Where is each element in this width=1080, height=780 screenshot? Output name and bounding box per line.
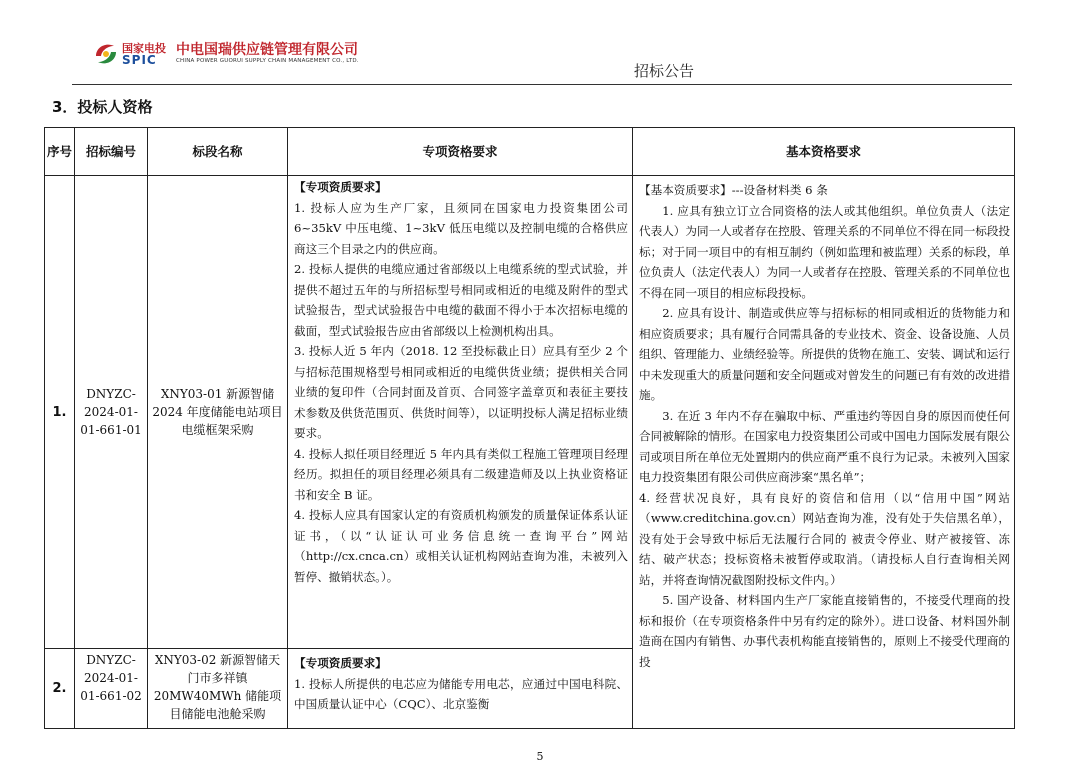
company-name-en: CHINA POWER GUORUI SUPPLY CHAIN MANAGEMENT CO., LTD.: [176, 58, 359, 64]
special-heading: 【专项资质要求】: [294, 180, 387, 194]
row-no: 2.: [45, 649, 75, 729]
spic-logo-icon: [92, 40, 120, 68]
row-code: DNYZC-2024-01-01-661-02: [75, 649, 148, 729]
basic-item: 1. 应具有独立订立合同资格的法人或其他组织。单位负责人（法定代表人）为同一人或者存在控股、管理关系的不同单位不得在同一标段投标；对于同一项目中的有相互制约（例如监理和被监理）关系的标段，单位负责人（法定代表人）为同一人或者存在控股、管理关系的不同单位也不得在同一项目的相应标段投标。: [639, 203, 1011, 300]
row-name: XNY03-02 新源智储天门市多祥镇 20MW40MWh 储能项目储能电池舱采购: [148, 649, 288, 729]
header-no: 序号: [45, 128, 75, 176]
basic-item: 4. 经营状况良好，具有良好的资信和信用（以“信用中国”网站（www.creditchina.gov.cn）网站查询为准，没有处于失信黑名单），没有处于会导致中标后无法履行合同的 被责令停业、财产被接管、冻结、破产状态；投标资格未被暂停或取消。（请投标人自行查询相关网站，并将查询情况截图附投标文件内。）: [639, 490, 1010, 587]
special-item: 4. 投标人拟任项目经理近 5 年内具有类似工程施工管理项目经理经历。拟担任的项目经理必须具有二级建造师及以上执业资格证书和安全 B 证。: [294, 446, 628, 502]
row-no: 1.: [45, 176, 75, 649]
header-divider: [72, 84, 1012, 85]
table-row: [45, 176, 1015, 649]
row-code: DNYZC-2024-01-01-661-01: [75, 176, 148, 649]
table-header-row: [45, 128, 1015, 176]
row-name: XNY03-01 新源智储 2024 年度储能电站项目电缆框架采购: [148, 176, 288, 649]
special-item: 4. 投标人应具有国家认定的有资质机构颁发的质量保证体系认证证书，（以“认证认可业务信息统一查询平台”网站（http://cx.cnca.cn）或相关认证机构网站查询为准，未被列入暂停、撤销状态。）。: [294, 508, 628, 584]
special-item: 3. 投标人近 5 年内（2018. 12 至投标截止日）应具有至少 2 个与招标范围规格型号相同或相近的电缆供货业绩；提供相关合同业绩的复印件（合同封面及首页、合同签字盖章页和表征主要技术参数及供货范围页、供货时间等），以证明投标人满足招标业绩要求。: [294, 344, 628, 440]
basic-item: 5. 国产设备、材料国内生产厂家能直接销售的，不接受代理商的投标和报价（在专项资格条件中另有约定的除外）。进口设备、材料国外制造商在国内有销售、办事代表机构能直接销售的，原则上不接受代理商的投: [639, 593, 1011, 669]
section-title: 3．投标人资格: [52, 98, 153, 116]
header-basic: 基本资格要求: [633, 128, 1015, 176]
special-heading: 【专项资质要求】: [294, 656, 387, 670]
header-name: 标段名称: [148, 128, 288, 176]
header-code: 招标编号: [75, 128, 148, 176]
special-item: 1. 投标人应为生产厂家，且须同在国家电力投资集团公司 6~35kV 中压电缆、1~3kV 低压电缆以及控制电缆的合格供应商这三个目录之内的供应商。: [294, 200, 628, 256]
basic-heading: 【基本资质要求】---设备材料类 6 条: [639, 183, 828, 197]
basic-item: 3. 在近 3 年内不存在骗取中标、严重违约等因自身的原因而使任何合同被解除的情形。在国家电力投资集团公司或中国电力国际发展有限公司或项目所在单位无处置期内的供应商严重不良行为记录。未被列入国家电力投资集团有限公司供应商涉案“黑名单”；: [639, 408, 1011, 484]
header-special: 专项资格要求: [288, 128, 633, 176]
special-item: 1. 投标人所提供的电芯应为储能专用电芯，应通过中国电科院、中国质量认证中心（CQC）、北京鉴衡: [294, 676, 628, 711]
row-special-requirements: [288, 176, 633, 649]
logo-en-text: SPIC: [122, 53, 157, 67]
qualification-table: [44, 127, 1015, 729]
page-header: [72, 34, 1012, 86]
document-type-label: 招标公告: [634, 62, 695, 80]
basic-requirements: [633, 176, 1015, 729]
company-name-cn: 中电国瑞供应链管理有限公司: [176, 42, 358, 58]
row-special-requirements: [288, 649, 633, 729]
logo-cn-text: 国家电投: [122, 42, 166, 55]
special-item: 2. 投标人提供的电缆应通过省部级以上电缆系统的型式试验，并提供不超过五年的与所招标型号相同或相近的电缆及附件的型式试验报告，型式试验报告中电缆的截面不得小于本次招标电缆的截面，型式试验报告应由省部级以上检测机构出具。: [294, 262, 628, 338]
basic-item: 2. 应具有设计、制造或供应等与招标标的相同或相近的货物能力和相应资质要求；具有履行合同需具备的专业技术、资金、设备设施、人员组织、管理能力、业绩经验等。所提供的货物在施工、安装、调试和运行中未发现重大的质量问题和安全问题或对曾发生的问题已有有效的改进措施。: [639, 306, 1011, 402]
page-number: 5: [536, 750, 544, 763]
